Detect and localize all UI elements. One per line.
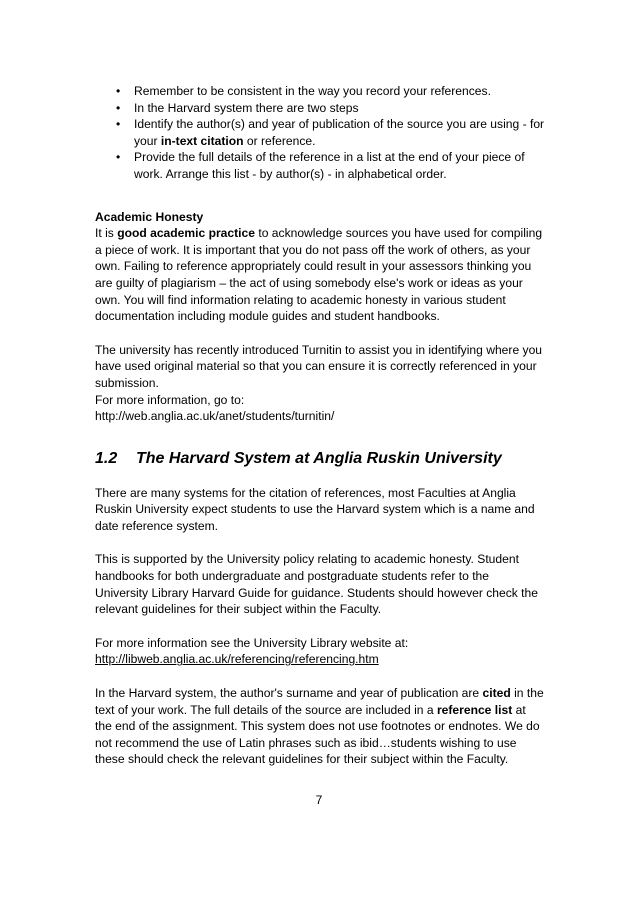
turnitin-url: http://web.anglia.ac.uk/anet/students/turnitin/ — [95, 409, 335, 424]
paragraph-text: It is — [95, 226, 118, 241]
section-title — [95, 449, 545, 469]
list-item-text: or reference. — [243, 133, 316, 148]
list-item — [95, 116, 545, 149]
paragraph: For more information see the University Library website at: — [95, 635, 409, 650]
page-number: 7 — [315, 793, 323, 807]
list-item — [95, 100, 545, 117]
bullet-icon: • — [116, 150, 121, 165]
paragraph-turnitin: The university has recently introduced Turnitin to assist you in identifying where you have used original material so that you can ensure it is correctly referenced in your submission. — [95, 342, 543, 390]
list-item-text: Provide the full details of the reference in a list at the end of your piece of work. Arrange this list - by author(s) - in alphabetical order. — [134, 150, 525, 181]
paragraph-text: in the text of your work. The full details of the source are included in a — [95, 686, 544, 717]
list-item-text: Remember to be consistent in the way you record your references. — [134, 84, 491, 98]
paragraph-text: In the Harvard system, the author's surname and year of publication are — [95, 686, 483, 701]
paragraph-text: to acknowledge sources you have used for compiling a piece of work. It is important that you do not pass off the work of others, as your own. Failing to reference appropriately could result in your assessors thinking you are guilty of plagiarism – the act of using somebody else's work or ideas as your own. You will find information relating to academic honesty in various student documentation including module guides and student handbooks. — [95, 226, 543, 324]
list-item-text: In the Harvard system there are two steps — [134, 100, 359, 115]
page-content — [95, 83, 545, 768]
bullet-icon: • — [116, 84, 121, 98]
paragraph-bold: reference list — [436, 702, 513, 717]
paragraph-bold: cited — [482, 686, 511, 701]
section-heading-academic-honesty: Academic Honesty — [95, 209, 204, 224]
list-item-text: Identify the author(s) and year of publication of the source you are using - for your — [134, 117, 545, 148]
bullet-list — [95, 83, 545, 183]
list-item-bold: in-text citation — [160, 133, 244, 148]
paragraph-more-info: For more information, go to: — [95, 392, 245, 407]
list-item — [95, 83, 545, 100]
paragraph: This is supported by the University policy relating to academic honesty. Student handbooks for both undergraduate and postgraduate students refer to the University Library Harvard Guide for guidance. Students should however check the relevant guidelines for their subject within the Faculty. — [95, 552, 538, 617]
bullet-icon: • — [116, 100, 121, 115]
paragraph — [95, 225, 545, 325]
paragraph: There are many systems for the citation of references, most Faculties at Anglia Ruskin University expect students to use the Harvard system which is a name and date reference system. — [95, 485, 535, 533]
library-link[interactable]: http://libweb.anglia.ac.uk/referencing/referencing.htm — [95, 652, 379, 667]
section-title-text: The Harvard System at Anglia Ruskin University — [136, 449, 502, 467]
paragraph — [95, 685, 545, 768]
paragraph-bold: good academic practice — [117, 226, 255, 241]
paragraph-text: at the end of the assignment. This system does not use footnotes or endnotes. We do not recommend the use of Latin phrases such as ibid…students wishing to use these should check the relevant guidelines for their subject within the Faculty. — [95, 702, 540, 767]
section-number: 1.2 — [95, 449, 118, 467]
bullet-icon: • — [116, 117, 121, 132]
list-item — [95, 149, 545, 182]
